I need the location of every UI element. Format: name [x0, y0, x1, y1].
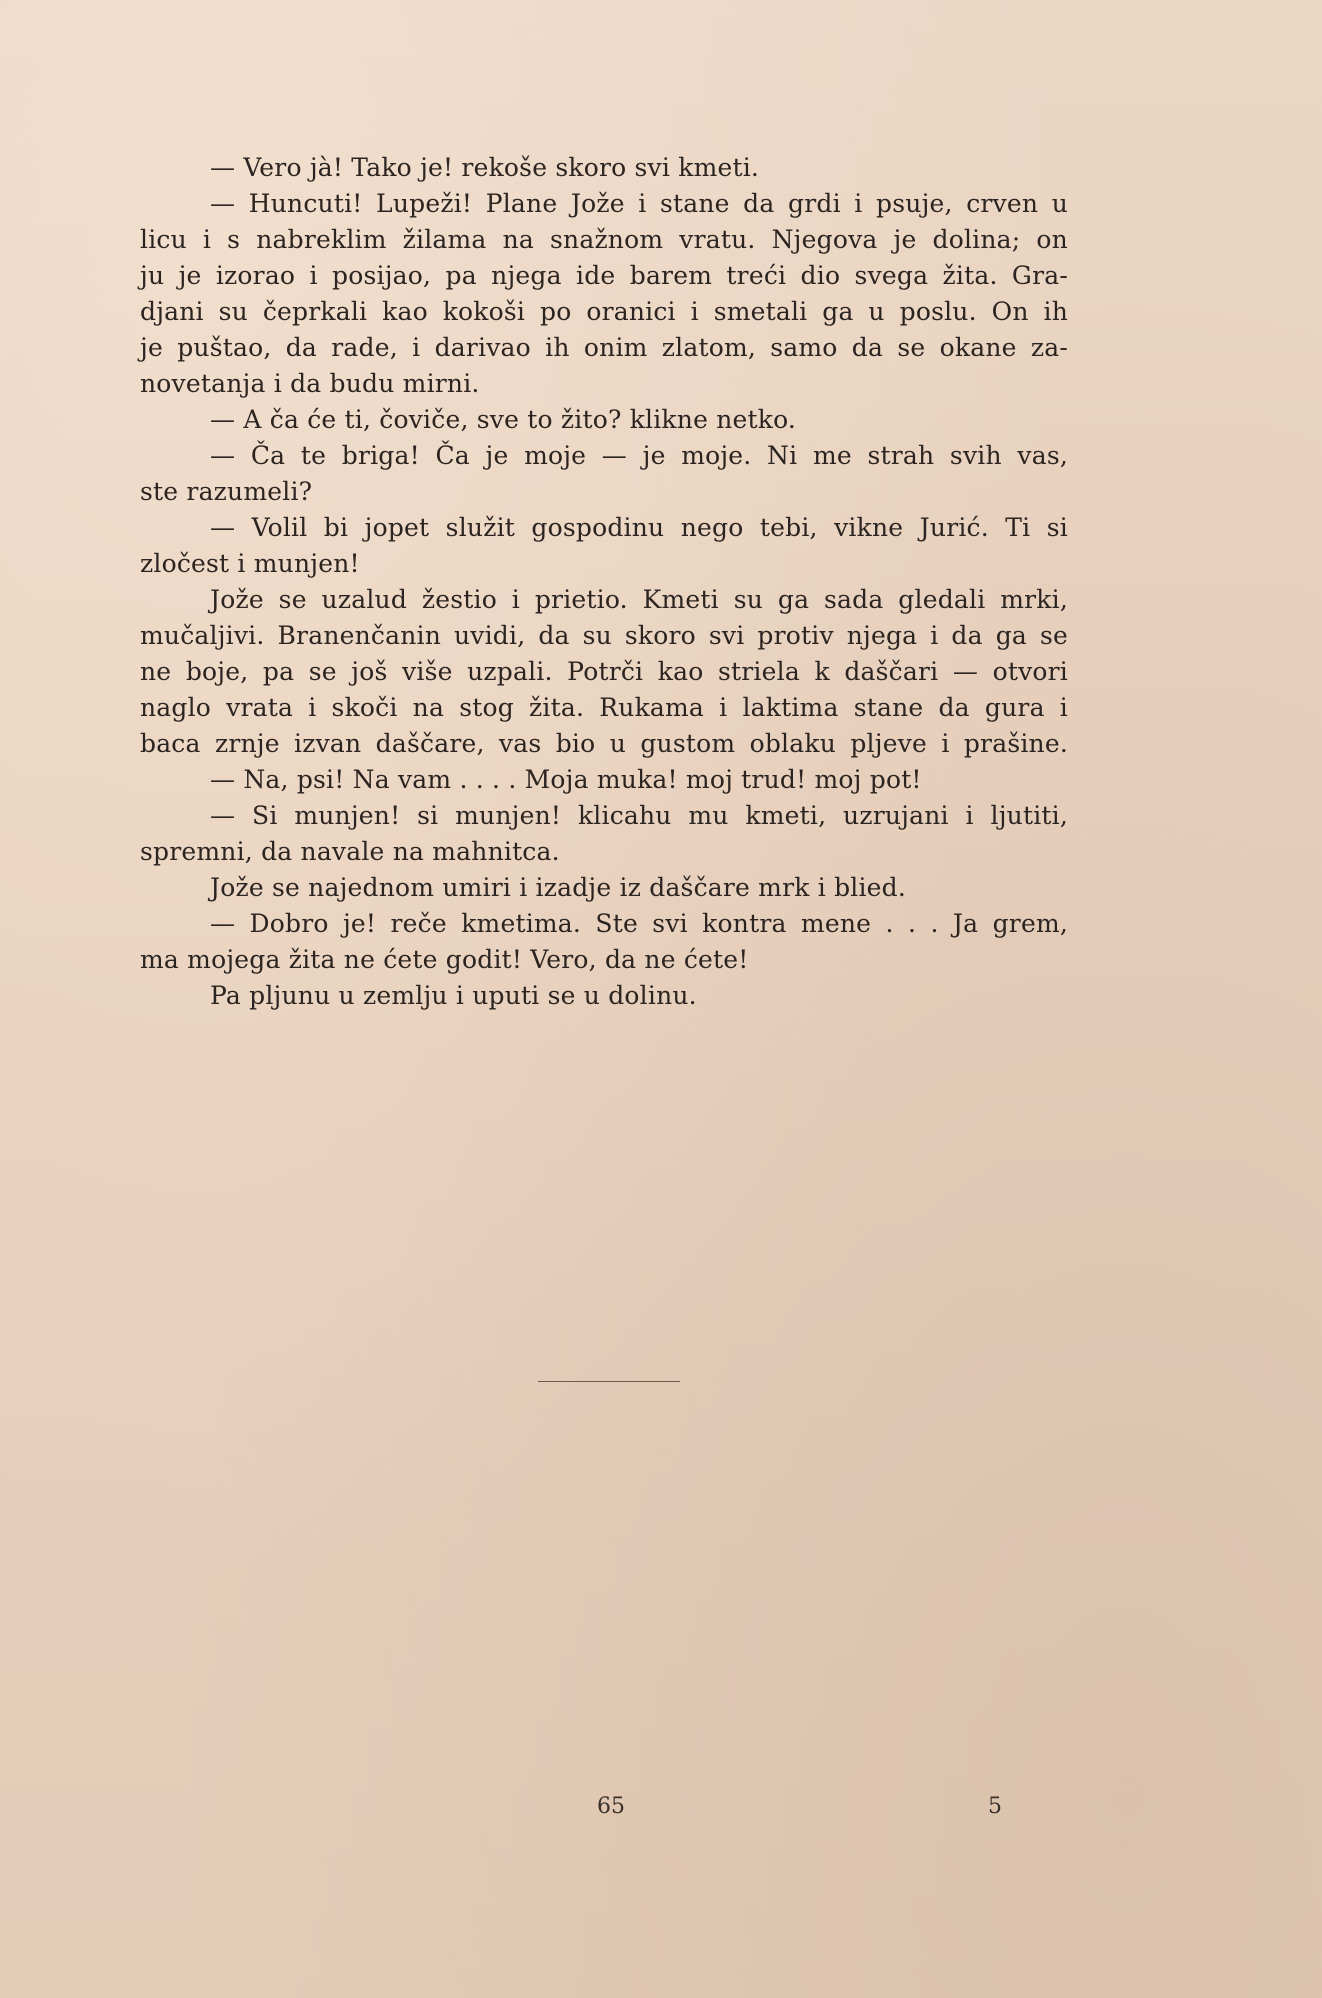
- text-line: novetanja i da budu mirni.: [140, 369, 480, 398]
- text-line: ne boje, pa se još više uzpali. Potrči kao striela k daščari — otvori: [140, 657, 1068, 686]
- text-line: — Huncuti! Lupeži! Plane Jože i stane da grdi i psuje, crven u: [210, 189, 1068, 218]
- text-line: — Volil bi jopet služit gospodinu nego tebi, vikne Jurić. Ti si: [210, 513, 1068, 542]
- text-line: Jože se uzalud žestio i prietio. Kmeti su ga sada gledali mrki,: [210, 585, 1068, 614]
- text-line: zločest i munjen!: [140, 549, 360, 578]
- page-number: 65: [597, 1794, 625, 1819]
- text-line: — Dobro je! reče kmetima. Ste svi kontra mene . . . Ja grem,: [210, 909, 1068, 938]
- text-line: mučaljivi. Branenčanin uvidi, da su skoro svi protiv njega i da ga se: [140, 621, 1068, 650]
- text-line: ste razumeli?: [140, 477, 313, 506]
- text-line: Pa pljunu u zemlju i uputi se u dolinu.: [210, 981, 697, 1010]
- text-line: — A ča će ti, čoviče, sve to žito? klikne netko.: [210, 405, 797, 434]
- body-text: [140, 150, 1068, 1014]
- text-line: ma mojega žita ne ćete godit! Vero, da ne ćete!: [140, 945, 749, 974]
- text-line: ju je izorao i posijao, pa njega ide barem treći dio svega žita. Gra-: [140, 261, 1068, 290]
- section-separator-rule: [538, 1381, 680, 1382]
- text-line: je puštao, da rade, i darivao ih onim zlatom, samo da se okane za-: [140, 333, 1068, 362]
- text-line: djani su čeprkali kao kokoši po oranici i smetali ga u poslu. On ih: [140, 297, 1068, 326]
- page-edge-stain: [0, 510, 34, 600]
- text-line: naglo vrata i skoči na stog žita. Rukama i laktima stane da gura i: [140, 693, 1068, 722]
- text-line: — Na, psi! Na vam . . . . Moja muka! moj trud! moj pot!: [210, 765, 922, 794]
- signature-mark: 5: [988, 1794, 1002, 1819]
- text-line: Jože se najednom umiri i izadje iz daščare mrk i blied.: [210, 873, 907, 902]
- text-line: baca zrnje izvan daščare, vas bio u gustom oblaku pljeve i prašine.: [140, 729, 1068, 758]
- text-line: licu i s nabreklim žilama na snažnom vratu. Njegova je dolina; on: [140, 225, 1068, 254]
- text-line: — Si munjen! si munjen! klicahu mu kmeti, uzrujani i ljutiti,: [210, 801, 1068, 830]
- text-line: — Ča te briga! Ča je moje — je moje. Ni me strah svih vas,: [210, 441, 1068, 470]
- text-line: spremni, da navale na mahnitca.: [140, 837, 560, 866]
- text-line: — Vero jà! Tako je! rekoše skoro svi kmeti.: [210, 153, 760, 182]
